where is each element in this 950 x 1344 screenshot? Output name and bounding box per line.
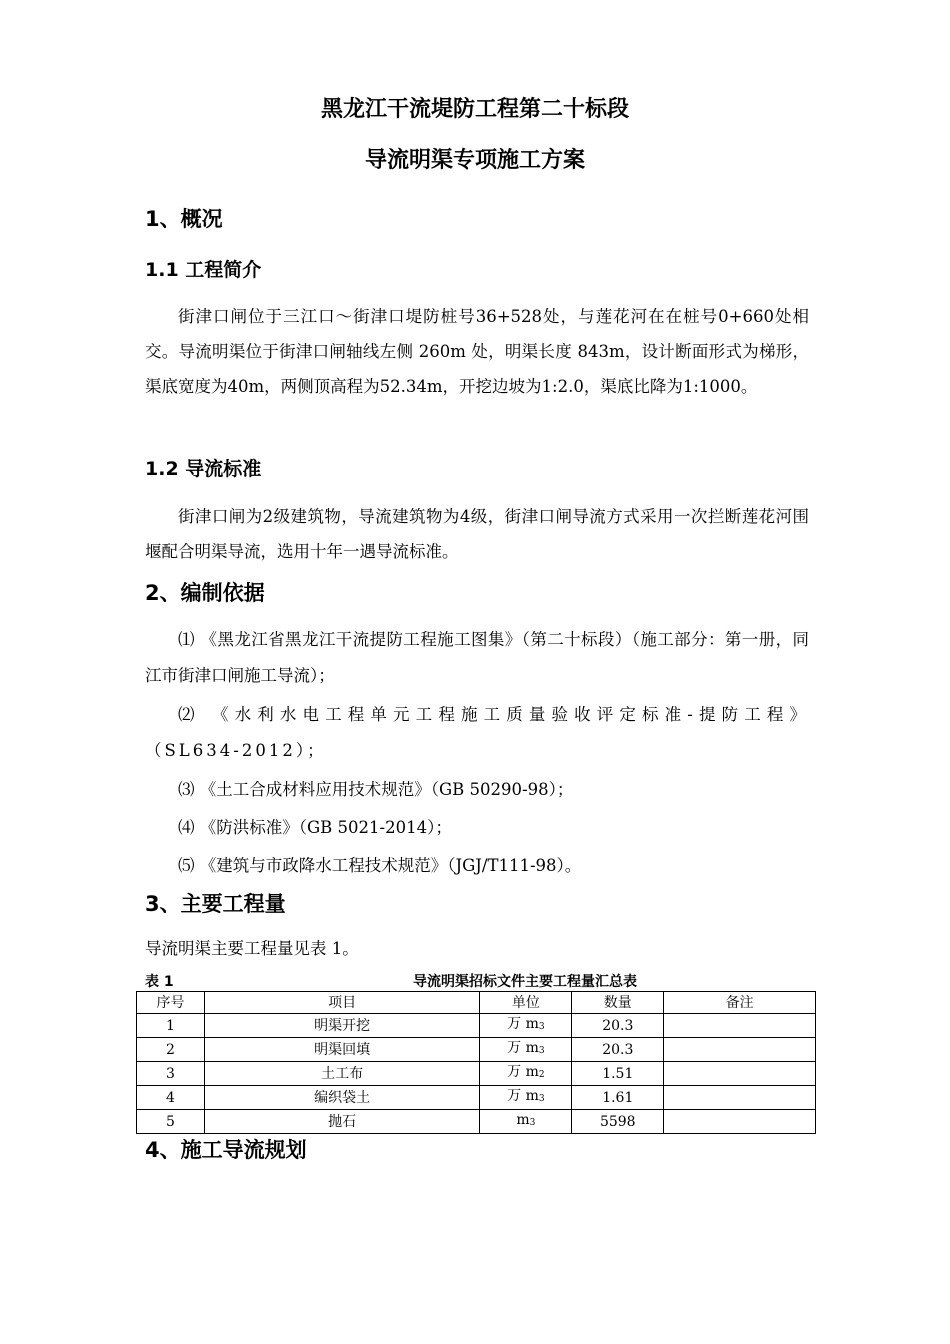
cell-qty: 20.3 — [572, 1014, 664, 1038]
cell-no: 2 — [137, 1038, 205, 1062]
col-header-item: 项目 — [204, 992, 480, 1014]
unit-text: 万 m — [507, 1016, 539, 1032]
cell-unit — [480, 1062, 572, 1086]
cell-unit — [480, 1014, 572, 1038]
table-label: 表 1 — [145, 974, 174, 990]
col-header-note: 备注 — [664, 992, 816, 1014]
reference-item-2: ⑵ 《水利水电工程单元工程施工质量验收评定标准-提防工程》（SL634-2012）； — [145, 705, 809, 760]
quantity-table — [136, 991, 816, 1134]
table-row — [137, 1062, 816, 1086]
reference-item-5: ⑸ 《建筑与市政降水工程技术规范》（JGJ/T111-98）。 — [178, 856, 582, 875]
cell-item: 土工布 — [204, 1062, 480, 1086]
section1-heading: 1、概况 — [145, 207, 223, 231]
cell-note — [664, 1110, 816, 1134]
cell-note — [664, 1014, 816, 1038]
doc-title-line2: 导流明渠专项施工方案 — [364, 148, 585, 173]
section2-heading: 2、编制依据 — [145, 581, 265, 605]
section1-2-text: 街津口闸为2级建筑物，导流建筑物为4级，街津口闸导流方式采用一次拦断莲花河围堰配合明渠导流，选用十年一遇导流标准。 — [145, 507, 809, 561]
cell-item: 明渠回填 — [204, 1038, 480, 1062]
cell-unit — [480, 1038, 572, 1062]
unit-text: 万 m — [507, 1064, 539, 1080]
col-header-no: 序号 — [137, 992, 205, 1014]
cell-note — [664, 1038, 816, 1062]
cell-no: 4 — [137, 1086, 205, 1110]
cell-qty: 1.51 — [572, 1062, 664, 1086]
cell-item: 编织袋土 — [204, 1086, 480, 1110]
cell-note — [664, 1062, 816, 1086]
unit-exponent: 3 — [538, 1022, 545, 1032]
table-row — [137, 1110, 816, 1134]
unit-text: 万 m — [507, 1088, 539, 1104]
cell-qty: 1.61 — [572, 1086, 664, 1110]
unit-exponent: 3 — [538, 1046, 545, 1056]
cell-no: 1 — [137, 1014, 205, 1038]
section1-2-heading: 1.2 导流标准 — [145, 458, 262, 480]
section1-1-heading: 1.1 工程简介 — [145, 259, 262, 281]
section3-intro: 导流明渠主要工程量见表 1。 — [145, 939, 359, 958]
cell-item: 抛石 — [204, 1110, 480, 1134]
table-row — [137, 1038, 816, 1062]
section4-heading: 4、施工导流规划 — [145, 1138, 307, 1162]
section3-heading: 3、主要工程量 — [145, 892, 286, 916]
cell-item: 明渠开挖 — [204, 1014, 480, 1038]
doc-title-line1: 黑龙江干流堤防工程第二十标段 — [320, 97, 629, 122]
unit-exponent: 2 — [538, 1070, 545, 1080]
cell-qty: 20.3 — [572, 1038, 664, 1062]
cell-note — [664, 1086, 816, 1110]
unit-exponent: 3 — [529, 1118, 536, 1128]
cell-qty: 5598 — [572, 1110, 664, 1134]
table-row — [137, 1086, 816, 1110]
reference-item-4: ⑷ 《防洪标准》（GB 5021-2014）； — [178, 818, 452, 837]
section1-1-text: 街津口闸位于三江口～街津口堤防桩号36+528处，与莲花河在在桩号0+660处相交。导流明渠位于街津口闸轴线左侧 260m 处，明渠长度 843m，设计断面形式为梯形，渠底宽度为40m，两侧顶高程为52.34m，开挖边坡为1:2.0，渠底比降为1:1000。 — [145, 307, 809, 396]
col-header-unit: 单位 — [480, 992, 572, 1014]
unit-text: m — [516, 1112, 530, 1128]
reference-item-3: ⑶ 《土工合成材料应用技术规范》（GB 50290-98）； — [178, 780, 574, 799]
cell-unit — [480, 1110, 572, 1134]
table-header-row — [137, 992, 816, 1014]
unit-text: 万 m — [507, 1040, 539, 1056]
table-row — [137, 1014, 816, 1038]
cell-no: 5 — [137, 1110, 205, 1134]
col-header-qty: 数量 — [572, 992, 664, 1014]
table-caption: 导流明渠招标文件主要工程量汇总表 — [413, 974, 637, 990]
reference-item-1: ⑴ 《黑龙江省黑龙江干流提防工程施工图集》（第二十标段）（施工部分：第一册，同江市街津口闸施工导流）； — [145, 630, 809, 685]
cell-no: 3 — [137, 1062, 205, 1086]
cell-unit — [480, 1086, 572, 1110]
unit-exponent: 3 — [538, 1094, 545, 1104]
